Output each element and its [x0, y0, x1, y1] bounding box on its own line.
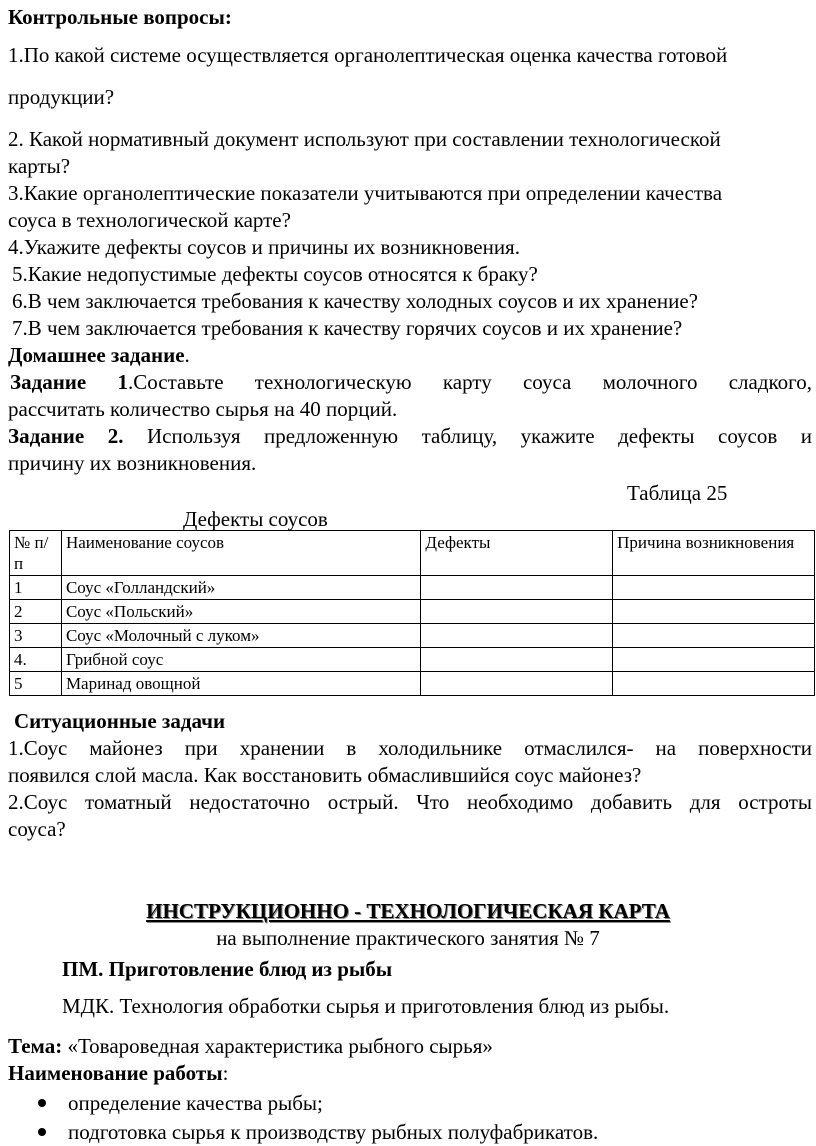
table-cell: 4. [10, 648, 62, 672]
question-6: 6.В чем заключается требования к качеству холодных соусов и их хранение? [12, 289, 698, 313]
table-cell: 5 [10, 672, 62, 696]
table-cell: 2 [10, 600, 62, 624]
task-1-line-2: рассчитать количество сырья на 40 порций. [8, 397, 398, 421]
table-cell [421, 648, 613, 672]
table-row [10, 624, 815, 648]
question-1-line-1: 1.По какой системе осуществляется органолептическая оценка качества готовой [8, 43, 728, 67]
table-cell: 1 [10, 576, 62, 600]
question-2-line-2: карты? [8, 154, 71, 178]
table-cell: Маринад овощной [61, 672, 420, 696]
table-cell: Соус «Голландский» [61, 576, 420, 600]
table-header-cell: № п/п [10, 531, 62, 576]
table-header-cell: Наименование соусов [61, 531, 420, 576]
table-row [10, 576, 815, 600]
situation-2-line-1: 2.Соус томатный недостаточно острый. Что необходимо добавить для остроты [8, 790, 812, 814]
task-1-text: .Составьте технологическую карту соуса молочного сладкого, [127, 370, 812, 394]
card-work-colon: : [222, 1061, 229, 1085]
table-row [10, 600, 815, 624]
task-2-text: Используя предложенную таблицу, укажите дефекты соусов и [123, 424, 812, 448]
question-3-line-2: соуса в технологической карте? [8, 208, 291, 232]
table-cell [421, 576, 613, 600]
question-2-line-1: 2. Какой нормативный документ используют при составлении технологической [8, 127, 721, 151]
question-7: 7.В чем заключается требования к качеству горячих соусов и их хранение? [12, 316, 683, 340]
card-pm: ПМ. Приготовление блюд из рыбы [62, 957, 393, 981]
homework-heading-period: . [184, 343, 190, 367]
table-cell [613, 576, 815, 600]
table-cell [421, 624, 613, 648]
table-cell [613, 600, 815, 624]
table-cell: Соус «Польский» [61, 600, 420, 624]
table-number-label: Таблица 25 [627, 481, 728, 505]
question-1-line-2: продукции? [8, 85, 115, 109]
table-cell: Соус «Молочный с луком» [61, 624, 420, 648]
card-topic-line [8, 1033, 493, 1059]
task-2-label: Задание 2. [8, 424, 124, 448]
table-row [10, 672, 815, 696]
card-work-label: Наименование работы [8, 1061, 223, 1085]
card-bullet-item: подготовка сырья к производству рыбных полуфабрикатов. [68, 1120, 599, 1144]
task-1-label: Задание 1 [10, 370, 128, 394]
bullet-icon [38, 1099, 46, 1107]
defects-table [9, 530, 815, 696]
table-header-row [10, 531, 815, 576]
card-topic-label: Тема: [8, 1034, 63, 1058]
table-cell [613, 648, 815, 672]
table-cell [613, 624, 815, 648]
table-cell [613, 672, 815, 696]
table-caption: Дефекты соусов [183, 507, 328, 531]
card-subtitle: на выполнение практического занятия № 7 [216, 926, 600, 950]
card-work-line [8, 1060, 228, 1086]
situation-1-line-2: появился слой масла. Как восстановить обмаслившийся соус майонез? [8, 763, 642, 787]
table-cell [421, 600, 613, 624]
task-2-line-1 [8, 423, 812, 449]
card-mdk: МДК. Технология обработки сырья и приготовления блюд из рыбы. [62, 994, 670, 1018]
task-1-line-1 [10, 369, 812, 395]
table-header-cell: Дефекты [421, 531, 613, 576]
table-cell: 3 [10, 624, 62, 648]
homework-heading-line [8, 342, 190, 368]
situation-1-line-1: 1.Соус майонез при хранении в холодильнике отмаслился- на поверхности [8, 736, 812, 760]
question-3-line-1: 3.Какие органолептические показатели учитываются при определении качества [8, 181, 723, 205]
questions-heading: Контрольные вопросы: [8, 5, 232, 29]
table-cell: Грибной соус [61, 648, 420, 672]
card-bullet-item: определение качества рыбы; [68, 1091, 323, 1115]
table-cell [421, 672, 613, 696]
question-5: 5.Какие недопустимые дефекты соусов относятся к браку? [12, 262, 538, 286]
situations-heading: Ситуационные задачи [14, 709, 226, 733]
table-row [10, 648, 815, 672]
homework-heading: Домашнее задание [8, 343, 185, 367]
bullet-icon [38, 1128, 46, 1136]
task-2-line-2: причину их возникновения. [8, 451, 257, 475]
table-header-cell: Причина возникновения [613, 531, 815, 576]
card-topic-value: «Товароведная характеристика рыбного сырья» [62, 1034, 493, 1058]
situation-2-line-2: соуса? [8, 817, 66, 841]
card-title: ИНСТРУКЦИОННО - ТЕХНОЛОГИЧЕСКАЯ КАРТА [146, 899, 670, 923]
question-4: 4.Укажите дефекты соусов и причины их возникновения. [8, 235, 520, 259]
